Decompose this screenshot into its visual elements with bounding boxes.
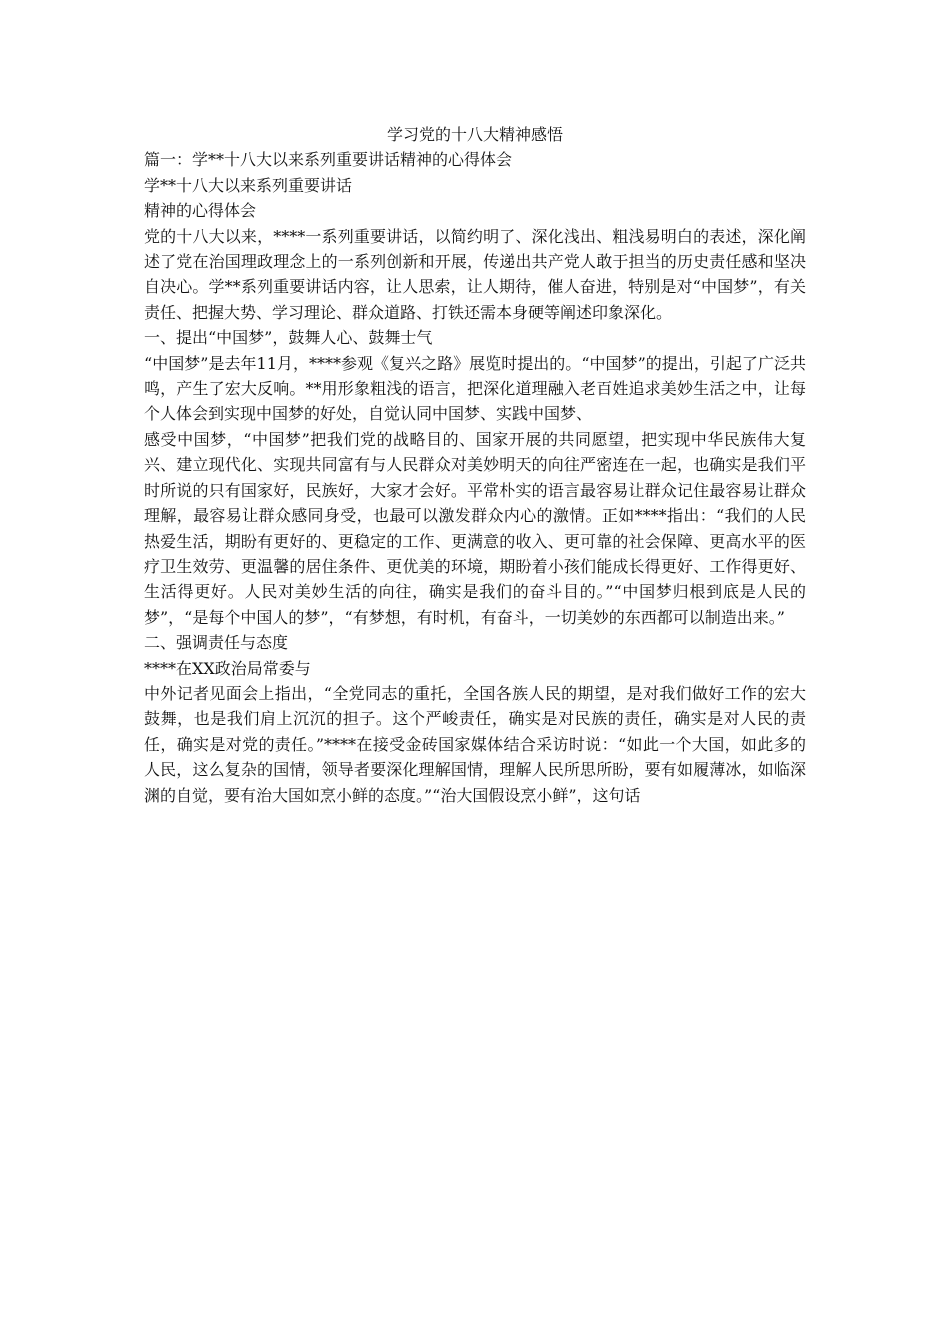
document-body (144, 122, 806, 808)
section-1-paragraph-2: 感受中国梦，“中国梦”把我们党的战略目的、国家开展的共同愿望，把实现中华民族伟大复兴、建立现代化、实现共同富有与人民群众对美妙明天的向往严密连在一起，也确实是我们平时所说的只有国家好，民族好，大家才会好。平常朴实的语言最容易让群众记住最容易让群众理解，最容易让群众感同身受，也最可以激发群众内心的激情。正如****指出：“我们的人民热爱生活，期盼有更好的、更稳定的工作、更满意的收入、更可靠的社会保障、更高水平的医疗卫生效劳、更温馨的居住条件、更优美的环境，期盼着小孩们能成长得更好、工作得更好、生活得更好。人民对美妙生活的向往，确实是我们的奋斗目的。”“中国梦归根到底是人民的梦”，“是每个中国人的梦”，“有梦想，有时机，有奋斗，一切美妙的东西都可以制造出来。” (144, 429, 806, 627)
document-title: 学习党的十八大精神感悟 (386, 125, 563, 144)
section-2-paragraph: 中外记者见面会上指出，“全党同志的重托，全国各族人民的期望，是对我们做好工作的宏大鼓舞，也是我们肩上沉沉的担子。这个严峻责任，确实是对民族的责任，确实是对人民的责任，确实是对党的责任。”****在接受金砖国家媒体结合采访时说：“如此一个大国，如此多的人民，这么复杂的国情，领导者要深化理解国情，理解人民所思所盼，要有如履薄冰，如临深渊的自觉，要有治大国如烹小鲜的态度。”“治大国假设烹小鲜”，这句话 (144, 683, 806, 805)
article-heading: 篇一：学**十八大以来系列重要讲话精神的心得体会 (144, 150, 513, 170)
section-2-line-1: ****在XX政治局常委与 (144, 658, 311, 678)
intro-paragraph: 党的十八大以来，****一系列重要讲话，以简约明了、深化浅出、粗浅易明白的表述，深化阐述了党在治国理政理念上的一系列创新和开展，传递出共产党人敢于担当的历史责任感和坚决自决心。学**系列重要讲话内容，让人思索，让人期待，催人奋进，特别是对“中国梦”，有关责任、把握大势、学习理论、群众道路、打铁还需本身硬等阐述印象深化。 (144, 226, 806, 322)
subheading-line-2: 精神的心得体会 (144, 201, 257, 221)
section-heading-2: 二、强调责任与态度 (144, 633, 289, 653)
section-1-paragraph-1: “中国梦”是去年11月，****参观《复兴之路》展览时提出的。“中国梦”的提出，引起了广泛共鸣，产生了宏大反响。**用形象粗浅的语言，把深化道理融入老百姓追求美妙生活之中，让每个人体会到实现中国梦的好处，自觉认同中国梦、实践中国梦、 (144, 353, 806, 424)
section-heading-1: 一、提出“中国梦”，鼓舞人心、鼓舞士气 (144, 328, 433, 348)
subheading-line-1: 学**十八大以来系列重要讲话 (144, 175, 353, 195)
